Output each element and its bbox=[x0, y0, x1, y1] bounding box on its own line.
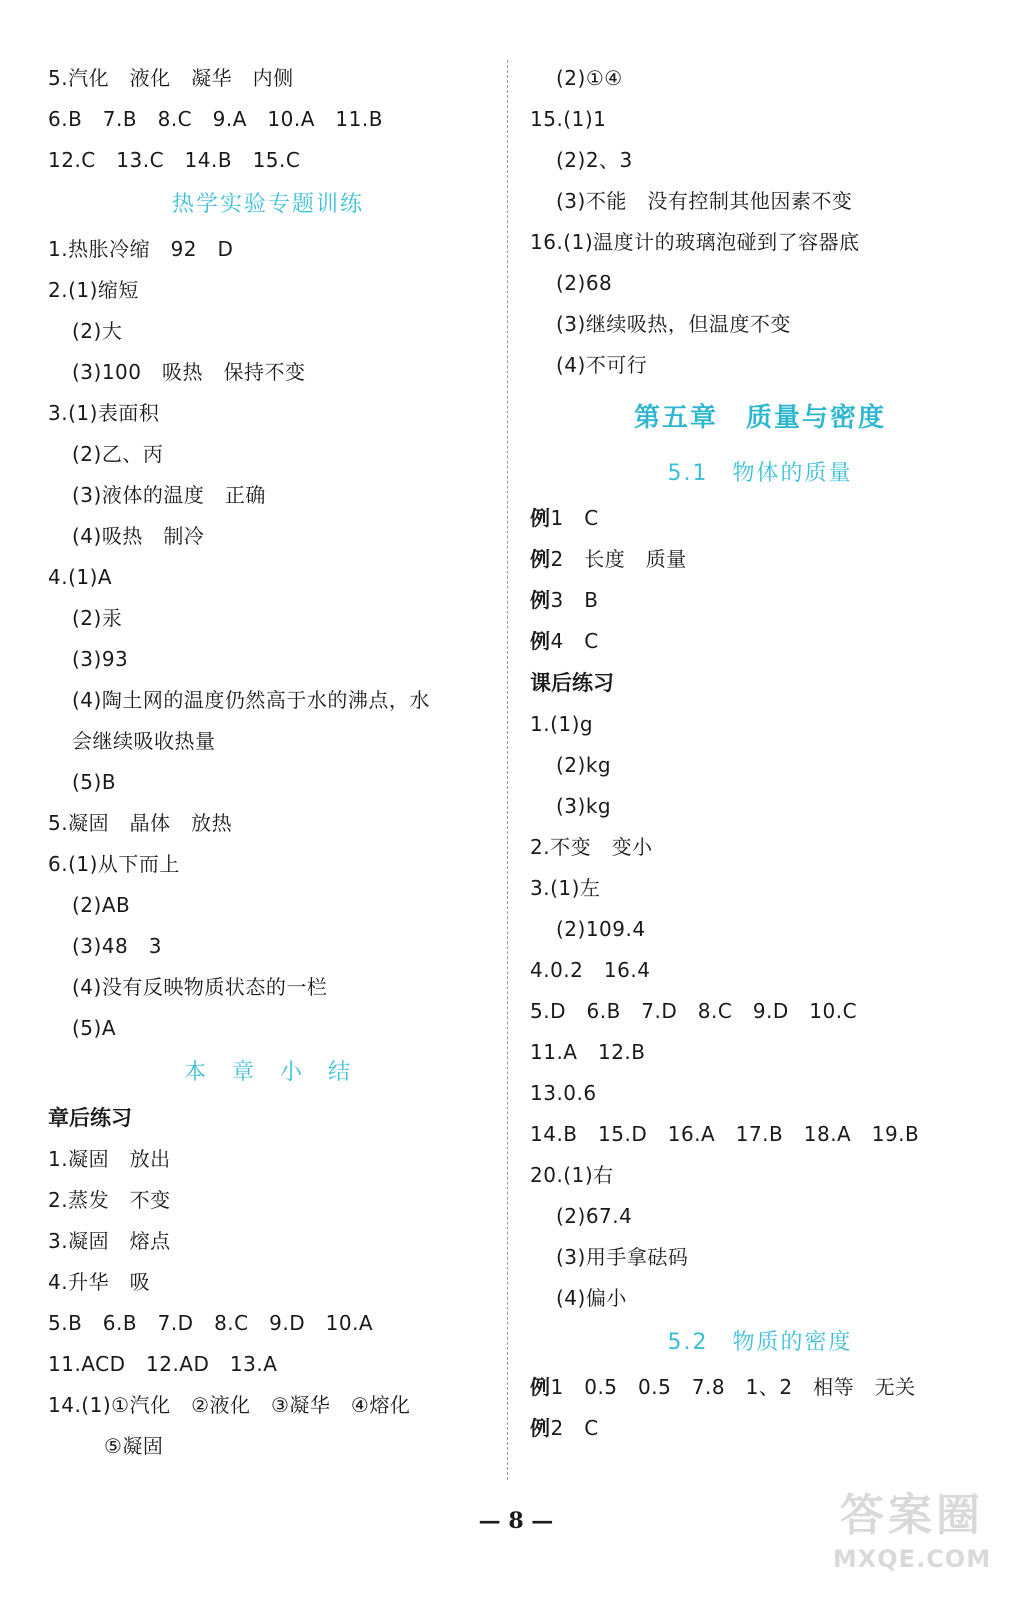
answer-line: (3)48 3 bbox=[72, 934, 163, 958]
answer-line: 1.热胀冷缩 92 D bbox=[48, 237, 234, 261]
answer-line: 20.(1)右 bbox=[530, 1163, 614, 1187]
example-text: 1 0.5 0.5 7.8 1、2 相等 无关 bbox=[550, 1375, 916, 1399]
answer-line: (2)大 bbox=[72, 319, 123, 343]
example-label: 例 bbox=[530, 506, 551, 530]
example-text: 2 长度 质量 bbox=[550, 547, 687, 571]
answer-line: 11.ACD 12.AD 13.A bbox=[48, 1352, 278, 1376]
example-text: 1 C bbox=[550, 506, 599, 530]
example-line bbox=[530, 1408, 990, 1449]
example-text: 2 C bbox=[550, 1416, 599, 1440]
answer-line: (3)93 bbox=[72, 647, 129, 671]
left-column bbox=[48, 58, 488, 1467]
example-line bbox=[530, 621, 990, 662]
answer-line: 3.(1)表面积 bbox=[48, 401, 160, 425]
example-text: 4 C bbox=[550, 629, 599, 653]
example-label: 例 bbox=[530, 629, 551, 653]
answer-line: (4)偏小 bbox=[556, 1286, 627, 1310]
answer-line: (4)吸热 制冷 bbox=[72, 524, 205, 548]
answer-line: (2)109.4 bbox=[556, 917, 646, 941]
answer-line: (2)68 bbox=[556, 271, 613, 295]
answer-line: 4.升华 吸 bbox=[48, 1270, 151, 1294]
answer-line: 3.(1)左 bbox=[530, 876, 601, 900]
example-text: 3 B bbox=[550, 588, 599, 612]
chapter-title: 第五章 质量与密度 bbox=[633, 403, 886, 433]
watermark-logo bbox=[822, 1488, 1002, 1588]
answer-line: 5.D 6.B 7.D 8.C 9.D 10.C bbox=[530, 999, 858, 1023]
answer-line: (3)100 吸热 保持不变 bbox=[72, 360, 306, 384]
answer-line: 4.(1)A bbox=[48, 565, 113, 589]
answer-line: (2)AB bbox=[72, 893, 131, 917]
answer-line: (5)B bbox=[72, 770, 117, 794]
answer-line: (2)乙、丙 bbox=[72, 442, 164, 466]
answer-line: 5.汽化 液化 凝华 内侧 bbox=[48, 66, 294, 90]
example-label: 例 bbox=[530, 1375, 551, 1399]
answer-line: 4.0.2 16.4 bbox=[530, 958, 651, 982]
answer-line: 1.(1)g bbox=[530, 712, 594, 736]
answer-line: (2)汞 bbox=[72, 606, 123, 630]
example-label: 例 bbox=[530, 547, 551, 571]
example-label: 例 bbox=[530, 1416, 551, 1440]
answer-line: (4)不可行 bbox=[556, 353, 648, 377]
watermark-text: 答案圈 bbox=[840, 1490, 984, 1541]
example-line bbox=[530, 498, 990, 539]
answer-line: (4)没有反映物质状态的一栏 bbox=[72, 975, 328, 999]
answer-line: 5.B 6.B 7.D 8.C 9.D 10.A bbox=[48, 1311, 374, 1335]
answer-line: (3)用手拿砝码 bbox=[556, 1245, 689, 1269]
section-title-summary: 本 章 小 结 bbox=[183, 1060, 352, 1085]
answer-line: 14.B 15.D 16.A 17.B 18.A 19.B bbox=[530, 1122, 920, 1146]
answer-line: 会继续吸收热量 bbox=[72, 729, 216, 753]
answer-line: 15.(1)1 bbox=[530, 107, 607, 131]
answer-line: 16.(1)温度计的玻璃泡碰到了容器底 bbox=[530, 230, 860, 254]
answer-line: (2)①④ bbox=[556, 66, 623, 90]
answer-line: 2.蒸发 不变 bbox=[48, 1188, 171, 1212]
answer-line: 1.凝固 放出 bbox=[48, 1147, 171, 1171]
answer-line: (2)kg bbox=[556, 753, 612, 777]
section-title-5-1: 5.1 物体的质量 bbox=[667, 461, 853, 486]
answer-line: 2.不变 变小 bbox=[530, 835, 653, 859]
example-line bbox=[530, 580, 990, 621]
watermark-domain: MXQE.COM bbox=[832, 1545, 992, 1573]
heading-after-class-exercises: 课后练习 bbox=[530, 671, 614, 695]
answer-line: (5)A bbox=[72, 1016, 117, 1040]
answer-line: 12.C 13.C 14.B 15.C bbox=[48, 148, 301, 172]
answer-line: 14.(1)①汽化 ②液化 ③凝华 ④熔化 bbox=[48, 1393, 411, 1417]
answer-line: (3)不能 没有控制其他因素不变 bbox=[556, 189, 853, 213]
page-number: — 8 — bbox=[478, 1508, 554, 1534]
example-label: 例 bbox=[530, 588, 551, 612]
answer-line: (2)67.4 bbox=[556, 1204, 633, 1228]
answer-line: 11.A 12.B bbox=[530, 1040, 646, 1064]
answer-line: ⑤凝固 bbox=[104, 1434, 164, 1458]
answer-line: (4)陶土网的温度仍然高于水的沸点，水 bbox=[72, 688, 430, 712]
right-column bbox=[530, 58, 990, 1449]
answer-line: 2.(1)缩短 bbox=[48, 278, 139, 302]
answer-line: 3.凝固 熔点 bbox=[48, 1229, 171, 1253]
answer-line: 13.0.6 bbox=[530, 1081, 597, 1105]
section-title-thermo: 热学实验专题训练 bbox=[171, 192, 364, 217]
example-line bbox=[530, 539, 990, 580]
answer-line: 5.凝固 晶体 放热 bbox=[48, 811, 233, 835]
answer-line: 6.B 7.B 8.C 9.A 10.A 11.B bbox=[48, 107, 383, 131]
heading-chapter-exercises: 章后练习 bbox=[48, 1106, 132, 1130]
section-title-5-2: 5.2 物质的密度 bbox=[667, 1330, 853, 1355]
example-line bbox=[530, 1367, 990, 1408]
answer-line: (2)2、3 bbox=[556, 148, 633, 172]
column-divider bbox=[507, 60, 508, 1480]
answer-line: (3)kg bbox=[556, 794, 612, 818]
answer-line: 6.(1)从下而上 bbox=[48, 852, 180, 876]
answer-line: (3)继续吸热，但温度不变 bbox=[556, 312, 791, 336]
answer-line: (3)液体的温度 正确 bbox=[72, 483, 266, 507]
